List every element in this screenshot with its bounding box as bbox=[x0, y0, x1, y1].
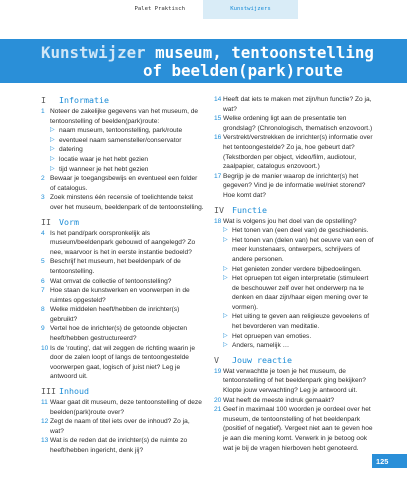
running-header-chapter: Kunstwijzers bbox=[203, 0, 298, 19]
title-keyword: Kunstwijzer bbox=[41, 43, 146, 62]
question-number: 16 bbox=[214, 134, 222, 142]
section-heading bbox=[41, 95, 204, 106]
triangle-bullet-icon: ▷ bbox=[223, 332, 228, 339]
question-number: 14 bbox=[214, 96, 222, 103]
sub-item-text: Het opruepen tot eigen interpretatie (stimuleert de beschouwer zelf over het onderwerp na te denken en daar zijn/haar eigen mening over te vormen). bbox=[232, 275, 369, 311]
sub-item bbox=[214, 236, 374, 265]
question-number: 18 bbox=[214, 217, 222, 225]
triangle-bullet-icon: ▷ bbox=[50, 165, 55, 172]
question-item bbox=[41, 174, 204, 193]
page-title bbox=[41, 44, 374, 80]
sub-item bbox=[41, 155, 204, 165]
sub-item-text: locatie waar je het hebt gezien bbox=[59, 155, 149, 163]
sub-item bbox=[41, 145, 204, 155]
question-item bbox=[41, 277, 204, 287]
section-title: Informatie bbox=[59, 95, 109, 105]
question-number: 7 bbox=[41, 287, 45, 295]
question-number: 19 bbox=[214, 367, 222, 375]
triangle-bullet-icon: ▷ bbox=[50, 127, 55, 134]
question-item bbox=[41, 107, 204, 126]
question-text: Begrijp je de manier waarop de inrichter(s) het gegeven? Vind je de informatie wel/niet storend? Hoe komt dat? bbox=[223, 172, 366, 199]
question-number: 5 bbox=[41, 258, 45, 266]
question-number: 11 bbox=[41, 399, 48, 407]
sub-item bbox=[41, 136, 204, 146]
section-title: Inhoud bbox=[59, 386, 89, 397]
question-text: Zoek minstens één recensie of toelichtende tekst over het museum, beeldenpark of de tentoonstelling. bbox=[50, 194, 204, 211]
question-item bbox=[214, 133, 374, 171]
triangle-bullet-icon: ▷ bbox=[223, 275, 228, 282]
right-column bbox=[214, 95, 374, 453]
question-item bbox=[41, 324, 204, 343]
sub-item-text: Het tonen van (een deel van) de geschiedenis. bbox=[232, 227, 369, 235]
section-heading bbox=[214, 205, 374, 216]
sub-item-text: Het tonen van (delen van) het oeuvre van een of meer kunstenaars, ontwerpers, schrijvers of andere personen. bbox=[232, 236, 374, 263]
section-numeral: IV bbox=[214, 204, 224, 215]
sub-item bbox=[214, 312, 374, 331]
question-text: Beschrijf het museum, het beeldenpark of de tentoonstelling. bbox=[50, 258, 181, 275]
question-text: Verstrekt/verstrekken de inrichter(s) informatie over het tentoongestelde? Zo ja, hoe gebeurt dat? (Tekstborden per object, video/film, audiotour, zaalpapier, catalogus enzovoort.) bbox=[223, 134, 373, 171]
question-item bbox=[214, 396, 374, 406]
sub-item-text: Het uiting te geven aan religieuze gevoelens of het bevorderen van meditatie. bbox=[232, 313, 370, 331]
sub-item-text: eventueel naam samensteller/conservator bbox=[59, 136, 182, 144]
question-number: 21 bbox=[214, 406, 222, 414]
question-number: 10 bbox=[41, 344, 49, 352]
question-text: Heeft dat iets te maken met zijn/hun functie? Zo ja, wat? bbox=[223, 96, 372, 113]
section-heading bbox=[41, 217, 204, 228]
section-heading bbox=[214, 355, 374, 366]
page-number: 125 bbox=[372, 454, 407, 468]
question-text: Geef in maximaal 100 woorden je oordeel over het museum, de tentoonstelling of het beeldenpark (positief of negatief). Vergeet niet aan te geven hoe je aan die mening komt. Verwerk in je betoog ook wat je bij de vragen hierboven hebt genoteerd. bbox=[223, 406, 373, 452]
question-item bbox=[41, 286, 204, 305]
question-text: Is de 'routing', dat wil zeggen de richting waarin je door de zalen loopt of langs de tentoongestelde voorwerpen gaat, logisch of juist niet? Leg je antwoord uit. bbox=[50, 344, 196, 381]
triangle-bullet-icon: ▷ bbox=[50, 146, 55, 153]
triangle-bullet-icon: ▷ bbox=[50, 136, 55, 143]
sub-item-text: Het genieten zonder verdere bijbedoelingen. bbox=[232, 265, 362, 273]
question-number: 6 bbox=[41, 277, 45, 285]
section-numeral: V bbox=[214, 354, 219, 365]
section-title: Jouw reactie bbox=[232, 354, 292, 365]
triangle-bullet-icon: ▷ bbox=[223, 227, 228, 234]
question-text: Welke ordening ligt aan de presentatie ten grondslag? (Chronologisch, thematisch enzovoort.) bbox=[223, 115, 373, 132]
question-item bbox=[214, 114, 374, 133]
sub-item-text: tijd wanneer je het hebt gezien bbox=[59, 165, 149, 173]
sub-item-text: Anders, namelijk … bbox=[232, 342, 290, 350]
question-number: 8 bbox=[41, 306, 45, 314]
question-text: Waar gaat dit museum, deze tentoonstelling of deze beelden(park)route over? bbox=[50, 399, 202, 416]
running-header bbox=[0, 0, 407, 19]
left-column bbox=[41, 95, 204, 456]
question-item bbox=[41, 398, 204, 417]
section-numeral: III bbox=[41, 386, 56, 397]
question-number: 4 bbox=[41, 229, 45, 237]
question-number: 2 bbox=[41, 175, 45, 183]
question-number: 12 bbox=[41, 418, 49, 426]
triangle-bullet-icon: ▷ bbox=[223, 265, 228, 272]
sub-item bbox=[214, 265, 374, 275]
question-item bbox=[41, 305, 204, 324]
sub-item bbox=[41, 165, 204, 175]
question-item bbox=[41, 257, 204, 276]
sub-item-text: Het opruepen van emoties. bbox=[232, 332, 312, 340]
question-text: Bewaar je toegangsbewijs en eventueel een folder of catalogus. bbox=[50, 175, 198, 192]
question-text: Wat heeft de meeste indruk gemaakt? bbox=[223, 396, 335, 404]
question-item bbox=[41, 417, 204, 436]
question-text: Wat is volgens jou het doel van de opstelling? bbox=[223, 217, 357, 225]
sub-item bbox=[214, 332, 374, 342]
question-item bbox=[214, 217, 374, 227]
title-line1: museum, tentoonstelling bbox=[145, 43, 374, 62]
question-number: 13 bbox=[41, 437, 49, 445]
question-item bbox=[214, 172, 374, 201]
question-item bbox=[41, 344, 204, 382]
sub-item-text: naam museum, tentoonstelling, park/route bbox=[59, 127, 183, 135]
question-number: 9 bbox=[41, 325, 45, 333]
question-text: Wat is de reden dat de inrichter(s) de ruimte zo heeft/hebben ingericht, denk jij? bbox=[50, 437, 188, 454]
question-text: Zegt de naam of titel iets over de inhoud? Zo ja, wat? bbox=[50, 418, 190, 435]
section-numeral: II bbox=[41, 216, 51, 227]
triangle-bullet-icon: ▷ bbox=[223, 342, 228, 349]
section-title: Vorm bbox=[59, 216, 79, 227]
sub-item bbox=[41, 126, 204, 136]
section-numeral: I bbox=[41, 95, 46, 105]
question-text: Wat verwachtte je toen je het museum, de tentoonstelling of het beeldenpark ging bekijken? Klopte jouw verwachting? Leg je antwoord uit. bbox=[223, 367, 366, 395]
question-item bbox=[41, 193, 204, 212]
triangle-bullet-icon: ▷ bbox=[50, 155, 55, 162]
question-item bbox=[41, 229, 204, 258]
question-text: Vertel hoe de inrichter(s) de getoonde objecten heeft/hebben gestructureerd? bbox=[50, 325, 188, 343]
question-number: 15 bbox=[214, 115, 222, 123]
question-item bbox=[214, 95, 374, 114]
question-number: 1 bbox=[41, 108, 45, 115]
triangle-bullet-icon: ▷ bbox=[223, 236, 228, 243]
question-item bbox=[41, 436, 204, 455]
question-number: 3 bbox=[41, 194, 45, 202]
section-heading bbox=[41, 386, 204, 397]
question-text: Noteer de zakelijke gegevens van het museum, de tentoonstelling of beelden(park)route: bbox=[50, 108, 199, 125]
question-text: Hoe staan de kunstwerken en voorwerpen in de ruimtes opgesteld? bbox=[50, 287, 190, 304]
question-text: Wat omvat de collectie of tentoonstelling? bbox=[50, 277, 172, 285]
triangle-bullet-icon: ▷ bbox=[223, 313, 228, 320]
question-number: 20 bbox=[214, 396, 222, 404]
sub-item bbox=[214, 341, 374, 351]
sub-item-text: datering bbox=[59, 146, 83, 154]
question-number: 17 bbox=[214, 172, 222, 180]
sub-item bbox=[214, 274, 374, 312]
question-text: Welke middelen heeft/hebben de inrichter(s) gebruikt? bbox=[50, 306, 180, 323]
question-text: Is het pand/park oorspronkelijk als museum/beeldenpark gebouwd of aangelegd? Zo nee, waarvoor is het in eerste instantie bedoeld? bbox=[50, 229, 196, 256]
running-header-book-title: Palet Praktisch bbox=[134, 6, 185, 12]
title-line2: of beelden(park)route bbox=[143, 61, 343, 80]
sub-item bbox=[214, 226, 374, 236]
section-title: Functie bbox=[232, 204, 267, 215]
question-item bbox=[214, 405, 374, 453]
question-item bbox=[214, 367, 374, 396]
